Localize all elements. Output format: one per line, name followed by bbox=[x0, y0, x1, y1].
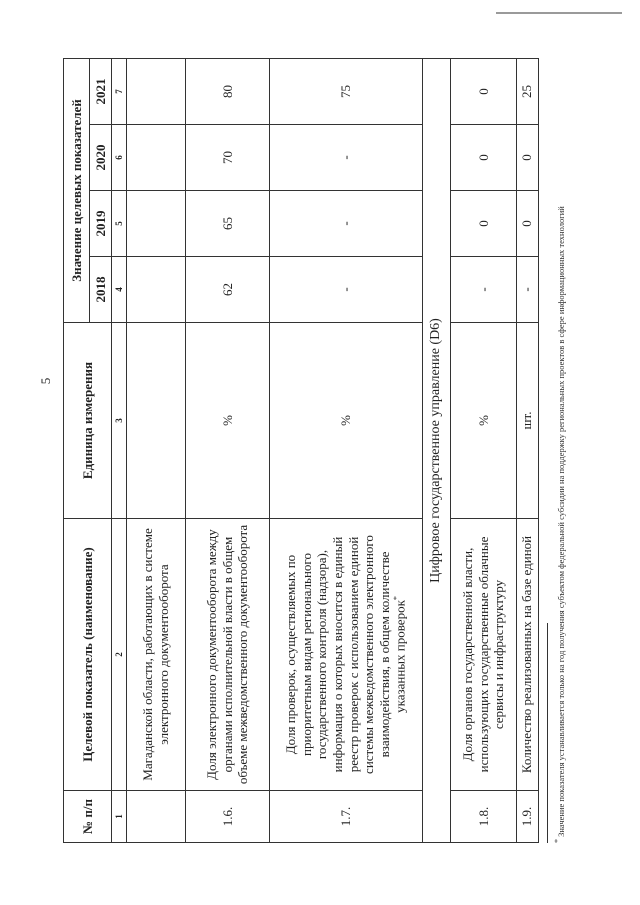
header-indicator-name: Целевой показатель (наименование) bbox=[64, 519, 112, 791]
indicator-name: Доля органов государственной власти, использующих государственные облачные сервисы и инфраструктуру bbox=[451, 519, 516, 791]
footnote bbox=[553, 59, 567, 843]
section-row bbox=[422, 59, 451, 843]
value-2021: 25 bbox=[516, 59, 538, 125]
table-row bbox=[269, 59, 422, 843]
value-2020 bbox=[127, 125, 186, 191]
indicator-name bbox=[269, 519, 422, 791]
column-index: 3 bbox=[112, 323, 127, 519]
value-2019: 65 bbox=[186, 191, 270, 257]
column-index: 4 bbox=[112, 257, 127, 323]
row-number bbox=[127, 791, 186, 843]
value-2019: 0 bbox=[451, 191, 516, 257]
value-2019: - bbox=[269, 191, 422, 257]
column-index: 2 bbox=[112, 519, 127, 791]
value-2021: 80 bbox=[186, 59, 270, 125]
column-index: 6 bbox=[112, 125, 127, 191]
unit-cell bbox=[127, 323, 186, 519]
row-number: 1.8. bbox=[451, 791, 516, 843]
header-year-2018: 2018 bbox=[90, 257, 112, 323]
indicator-name: Магаданской области, работающих в системе электронного документооборота bbox=[127, 519, 186, 791]
value-2019 bbox=[127, 191, 186, 257]
value-2018: - bbox=[451, 257, 516, 323]
value-2018: 62 bbox=[186, 257, 270, 323]
footnote-mark: * bbox=[392, 596, 402, 601]
header-year-2020: 2020 bbox=[90, 125, 112, 191]
footnote-rule bbox=[547, 623, 548, 843]
section-title: Цифровое государственное управление (D6) bbox=[422, 59, 451, 843]
value-2021 bbox=[127, 59, 186, 125]
header-year-2021: 2021 bbox=[90, 59, 112, 125]
table-row bbox=[186, 59, 270, 843]
row-number: 1.6. bbox=[186, 791, 270, 843]
value-2020: 0 bbox=[451, 125, 516, 191]
header-unit: Единица измерения bbox=[64, 323, 112, 519]
value-2019: 0 bbox=[516, 191, 538, 257]
value-2021: 75 bbox=[269, 59, 422, 125]
table-row bbox=[127, 59, 186, 843]
unit-cell: % bbox=[269, 323, 422, 519]
row-number: 1.7. bbox=[269, 791, 422, 843]
unit-cell: шт. bbox=[516, 323, 538, 519]
unit-cell: % bbox=[186, 323, 270, 519]
table-row bbox=[451, 59, 516, 843]
value-2021: 0 bbox=[451, 59, 516, 125]
column-index: 1 bbox=[112, 791, 127, 843]
value-2020: 70 bbox=[186, 125, 270, 191]
header-rule bbox=[496, 12, 622, 14]
header-year-2019: 2019 bbox=[90, 191, 112, 257]
unit-cell: % bbox=[451, 323, 516, 519]
rotated-page-content bbox=[63, 59, 623, 843]
column-index: 7 bbox=[112, 59, 127, 125]
header-target-values: Значение целевых показателей bbox=[64, 59, 90, 323]
indicator-name: Количество реализованных на базе единой bbox=[516, 519, 538, 791]
header-number: № п/п bbox=[64, 791, 112, 843]
column-index: 5 bbox=[112, 191, 127, 257]
value-2020: - bbox=[269, 125, 422, 191]
value-2018: - bbox=[516, 257, 538, 323]
row-number: 1.9. bbox=[516, 791, 538, 843]
footnote-mark: * bbox=[553, 839, 562, 843]
indicator-name: Доля электронного документооборота между органами исполнительной власти в общем объеме межведомственного документооборота bbox=[186, 519, 270, 791]
value-2018: - bbox=[269, 257, 422, 323]
indicator-name-text: Доля проверок, осуществляемых по приоритетным видам регионального государственного контроля (надзора), информация о которых вносится в единый реестр проверок с использованием единой системы межведомственного электронного взаимодействия, в общем количестве указанных проверок bbox=[283, 535, 408, 774]
table-row bbox=[516, 59, 538, 843]
value-2020: 0 bbox=[516, 125, 538, 191]
target-indicators-table bbox=[63, 58, 539, 843]
page-number: 5 bbox=[38, 377, 53, 385]
footnote-text: Значение показателя устанавливается только на год получения субъектом федеральной субсидии на поддержку региональных проектов в сфере информационных технологий bbox=[555, 206, 566, 837]
value-2018 bbox=[127, 257, 186, 323]
